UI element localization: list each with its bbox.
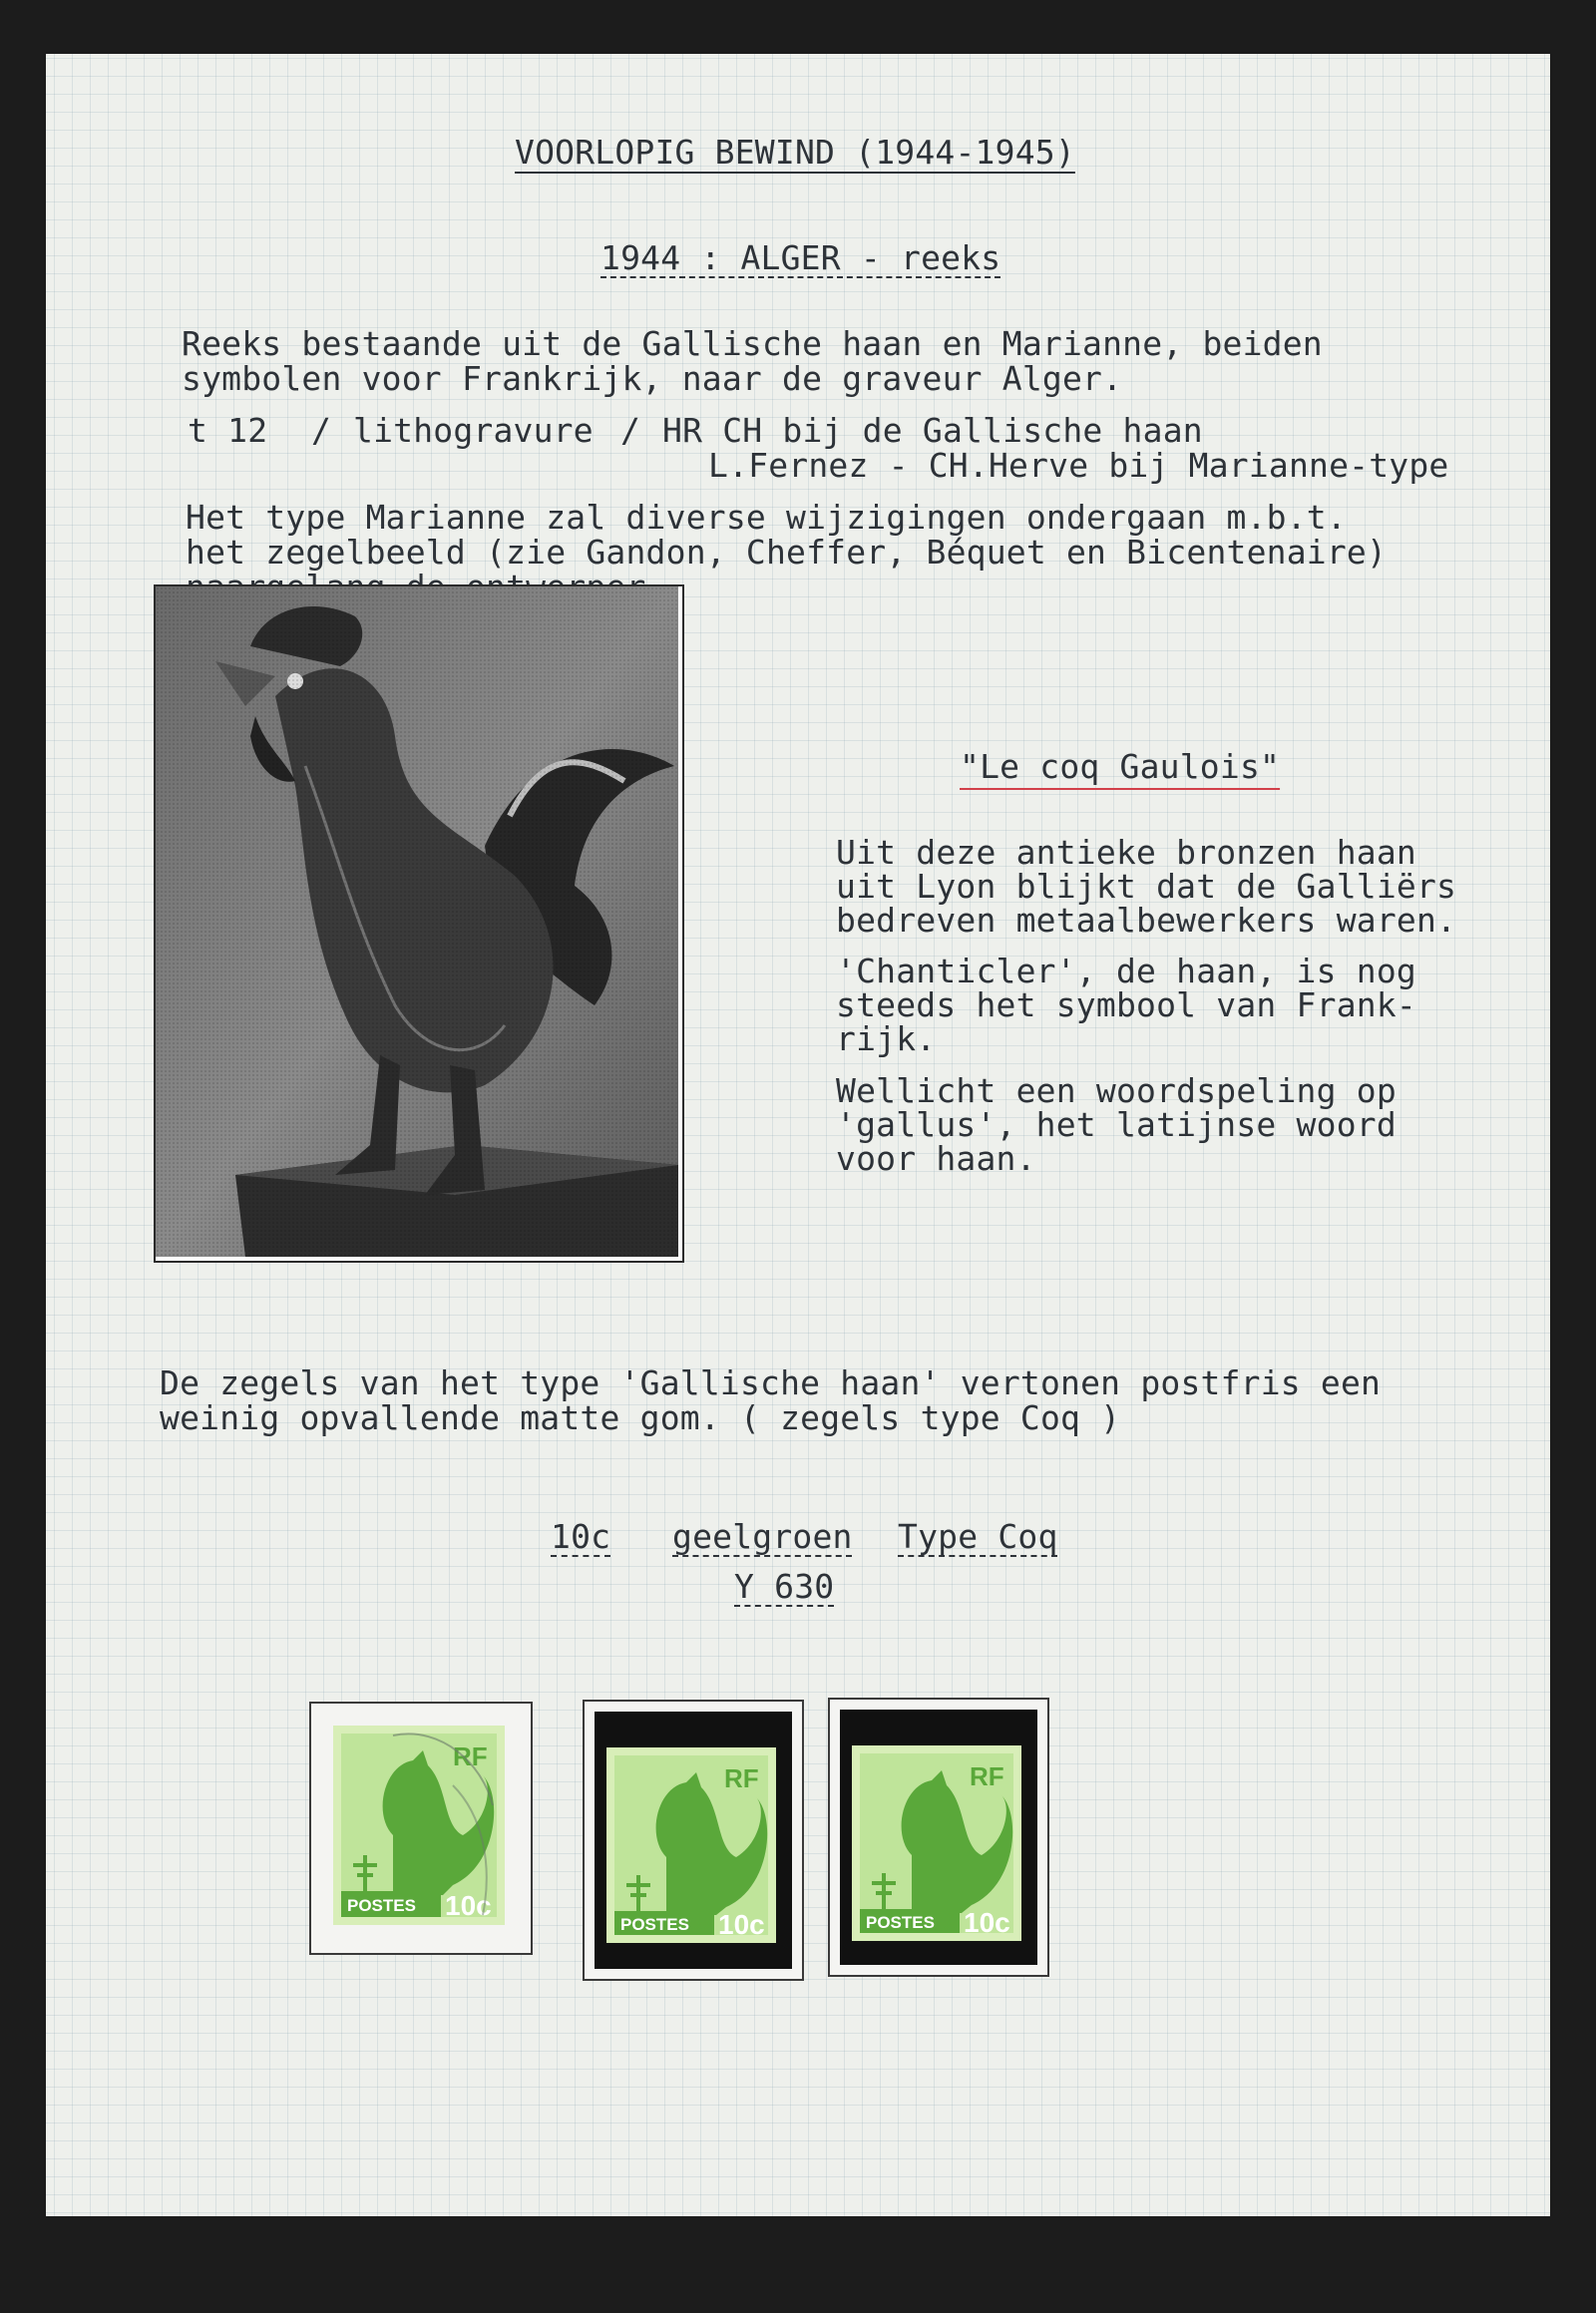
coq-para3-line-3: voor haan. (836, 1139, 1036, 1178)
spec-method: lithogravure (353, 411, 594, 450)
intro-line-2: symbolen voor Frankrijk, naar de graveur Alger. (182, 359, 1123, 398)
intro-line-1: Reeks bestaande uit de Gallische haan en Marianne, beiden (182, 324, 1323, 363)
stamp-used (333, 1726, 505, 1925)
spec-separator: / (311, 411, 332, 450)
coq-para1-line-3: bedreven metaalbewerkers waren. (836, 901, 1457, 940)
stamp-value-label: 10c (445, 1890, 492, 1921)
stamp-mint-1 (606, 1747, 776, 1943)
stamp-postes-label: POSTES (620, 1915, 689, 1934)
spec-designer-marianne: L.Fernez - CH.Herve bij Marianne-type (708, 446, 1449, 485)
stamp-caption-type: Type Coq (898, 1517, 1058, 1556)
spec-designer-coq: HR CH bij de Gallische haan (662, 411, 1203, 450)
coq-para2-line-3: rijk. (836, 1019, 937, 1058)
coq-para1-line-1: Uit deze antieke bronzen haan (836, 833, 1416, 872)
gum-note-line-1: De zegels van het type 'Gallische haan' vertonen postfris een (160, 1363, 1382, 1402)
stamp-value-label: 10c (718, 1909, 765, 1940)
stamp-caption-catalog: Y 630 (734, 1567, 835, 1606)
stamp-value-label: 10c (964, 1907, 1010, 1938)
page-title: VOORLOPIG BEWIND (1944-1945) (515, 133, 1075, 172)
coq-para3-line-2: 'gallus', het latijnse woord (836, 1105, 1396, 1144)
stamp-rf-label: RF (970, 1761, 1004, 1791)
coq-para1-line-2: uit Lyon blijkt dat de Galliërs (836, 867, 1457, 906)
stamp-caption-color: geelgroen (672, 1517, 853, 1556)
bronze-rooster-photo (154, 584, 684, 1263)
stamp-postes-label: POSTES (866, 1913, 935, 1932)
gum-note-line-2: weinig opvallende matte gom. ( zegels type Coq ) (160, 1398, 1121, 1437)
page-subtitle: 1944 : ALGER - reeks (600, 238, 1001, 277)
coq-heading: "Le coq Gaulois" (960, 747, 1281, 786)
stamp-rf-label: RF (724, 1763, 759, 1793)
coq-para2-line-2: steeds het symbool van Frank- (836, 985, 1416, 1024)
coq-para3-line-1: Wellicht een woordspeling op (836, 1071, 1396, 1110)
stamp-caption-value: 10c (551, 1517, 611, 1556)
stamp-mint-2 (852, 1745, 1021, 1941)
spec-separator: / (620, 411, 641, 450)
spec-perforation: t 12 (188, 411, 268, 450)
marianne-note-line-1: Het type Marianne zal diverse wijzigingen ondergaan m.b.t. (186, 498, 1347, 537)
marianne-note-line-2: het zegelbeeld (zie Gandon, Cheffer, Béquet en Bicentenaire) (186, 533, 1388, 572)
coq-para2-line-1: 'Chanticler', de haan, is nog (836, 952, 1416, 990)
stamp-rf-label: RF (453, 1741, 488, 1771)
stamp-postes-label: POSTES (347, 1896, 416, 1915)
